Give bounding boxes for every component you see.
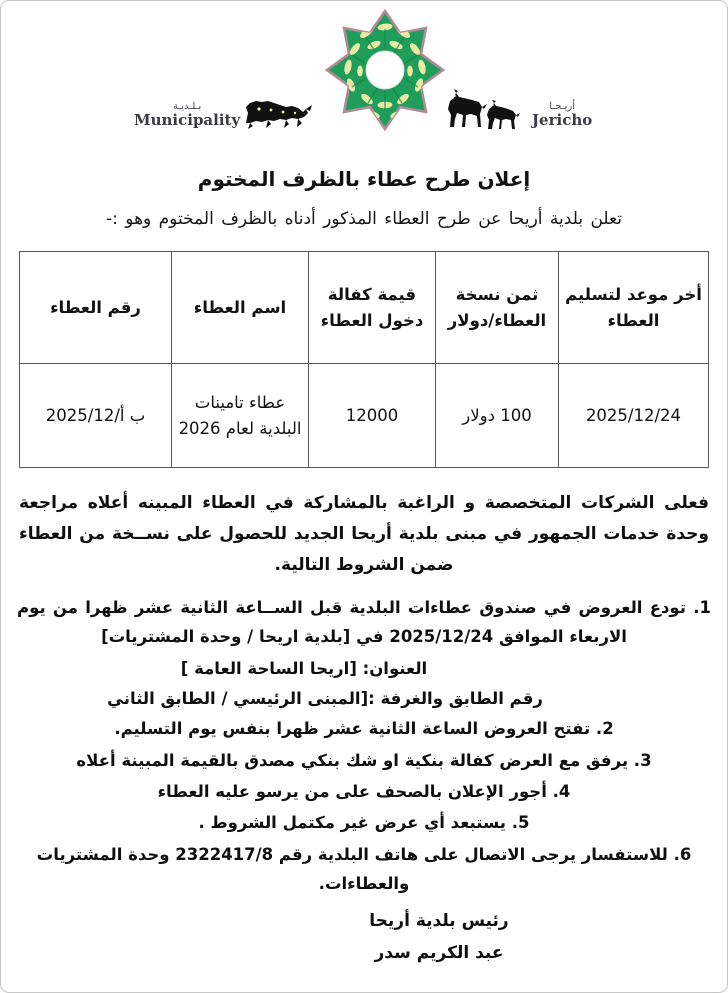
page-subtitle: تعلن بلدية أريحا عن طرح العطاء المذكور أدناه بالظرف المختوم وهو :- [106,209,622,229]
condition-floor-room-line: رقم الطابق والغرفة :[المبنى الرئيسي / الطابق الثاني [107,688,543,708]
jericho-wordmark [530,101,594,133]
column-header-copy-price: ثمن نسخة العطاء/دولار [436,252,559,364]
jericho-label-arabic: أريـحـا [549,100,575,112]
cell-tender-name: عطاء تامينات البلدية لعام 2026 [172,364,309,468]
emblem-icon [322,7,448,133]
municipality-logo-lockup [134,7,594,133]
signature-name: عبد الكريم سدر [374,942,504,963]
signature-block [1,906,727,969]
conditions-list [17,593,711,899]
document-header [1,1,727,153]
intro-paragraph: فعلى الشركات المتخصصة و الراغبة بالمشاركة في العطاء المبينه أعلاه مراجعة وحدة خدمات الجمهور في مبنى بلدية أريحا الجديد للحصول على نســخة من العطاء ضمن الشروط التالية. [19,493,709,575]
condition-item-5: 5. يستبعد أي عرض غير مكتمل الشروط . [198,813,530,833]
condition-address-line: العنوان: [اريحا الساحة العامة ] [180,658,428,678]
cell-tender-number: ب أ/2025/12 [20,364,172,468]
condition-item-1: 1. تودع العروض في صندوق عطاءات البلدية قبل الســاعة الثانية عشر ظهرا من يوم الاربعاء الموافق 2025/12/24 في [بلدية اريحا / وحدة المشتريات] [17,597,711,647]
column-header-deadline: أخر موعد لتسليم العطاء [559,252,709,364]
column-header-bond-value: قيمة كفالة دخول العطاء [309,252,436,364]
signature-role: رئيس بلدية أريحا [369,911,509,932]
condition-item-3: 3. يرفق مع العرض كفالة بنكية او شك بنكي مصدق بالقيمة المبينة أعلاه [76,750,652,770]
lions-icon [240,87,328,133]
page-title: إعلان طرح عطاء بالظرف المختوم [197,167,531,191]
jericho-label-english: Jericho [531,110,593,129]
cell-bond-value: 12000 [309,364,436,468]
cell-copy-price: 100 دولار [436,364,559,468]
municipality-wordmark [134,101,240,133]
column-header-tender-number: رقم العطاء [20,252,172,364]
table-header-row [20,252,709,364]
table-row [20,364,709,468]
condition-item-2: 2. تفتح العروض الساعة الثانية عشر ظهرا بنفس يوم التسليم. [114,719,614,739]
municipality-label-arabic: بـلـديـة [172,100,202,112]
tender-details-table [19,251,709,468]
gazelles-icon [442,87,530,133]
cell-deadline: 2025/12/24 [559,364,709,468]
column-header-tender-name: اسم العطاء [172,252,309,364]
condition-item-4: 4. أجور الإعلان بالصحف على من يرسو عليه العطاء [157,781,571,801]
municipality-label-english: Municipality [134,110,241,129]
condition-item-6: 6. للاستفسار يرجى الاتصال على هاتف البلدية رقم 2322417/8 وحدة المشتريات والعطاءات. [36,844,692,894]
